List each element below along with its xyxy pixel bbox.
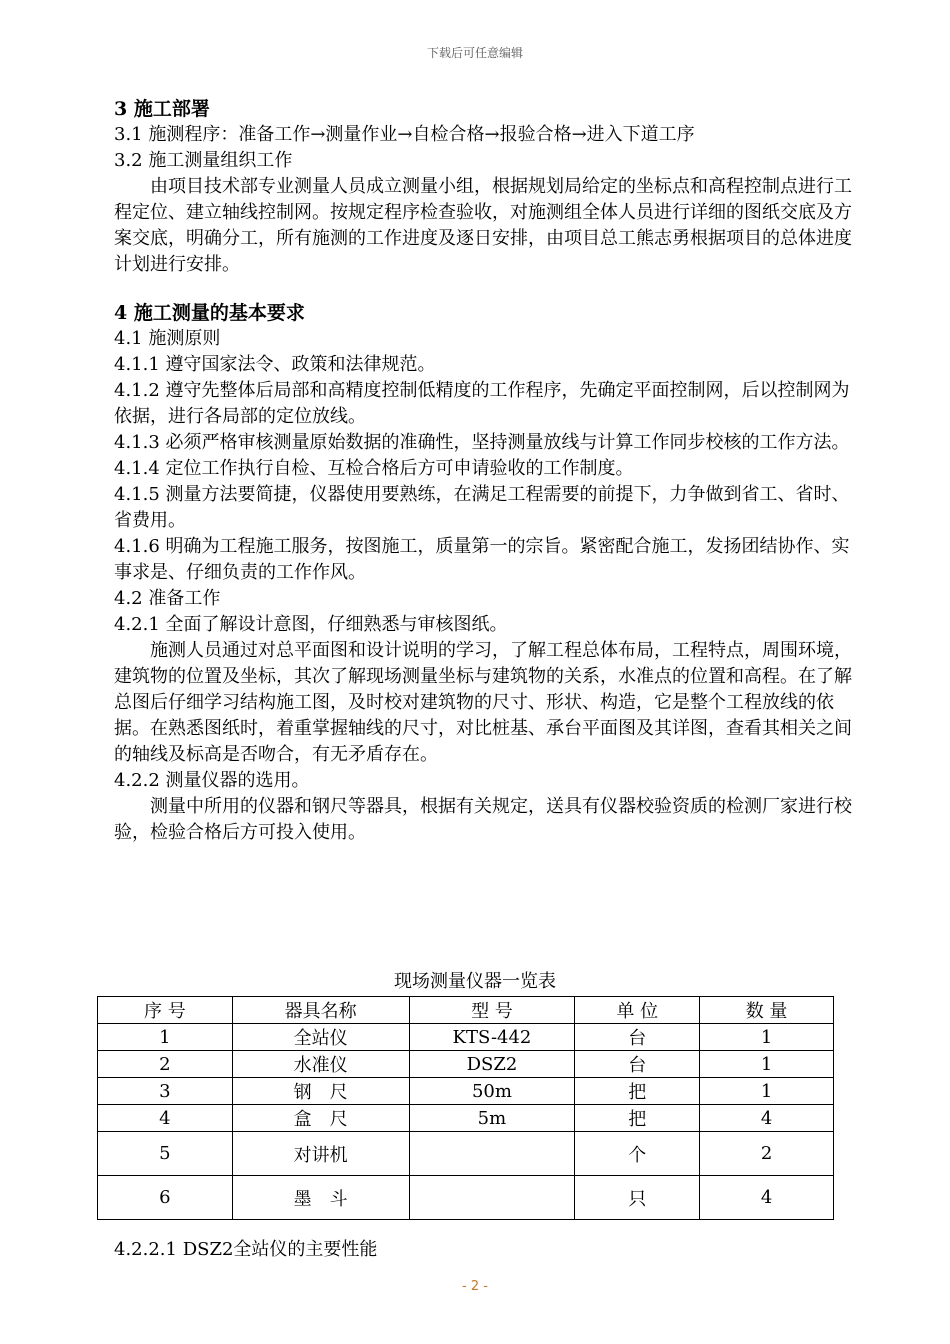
paragraph: 4.1.2 遵守先整体后局部和高精度控制低精度的工作程序，先确定平面控制网，后以控制网为依据，进行各局部的定位放线。	[114, 380, 850, 427]
document-body	[114, 96, 854, 846]
table-row	[98, 1051, 834, 1078]
table-cell: 5	[98, 1132, 233, 1176]
column-header: 单 位	[575, 997, 700, 1024]
table-row	[98, 1132, 834, 1176]
paragraph: 4.2 准备工作	[114, 588, 221, 609]
table-cell: 把	[575, 1105, 700, 1132]
table-cell: 全站仪	[232, 1024, 409, 1051]
table-cell: 个	[575, 1132, 700, 1176]
paragraph: 4.2.2 测量仪器的选用。	[114, 770, 310, 791]
paragraph: 4.1 施测原则	[114, 328, 221, 349]
section-3-title: 3 施工部署	[114, 98, 210, 120]
table-cell: 把	[575, 1078, 700, 1105]
table-cell: 4	[700, 1176, 834, 1220]
column-header: 器具名称	[232, 997, 409, 1024]
table-row	[98, 1024, 834, 1051]
column-header: 序 号	[98, 997, 233, 1024]
table-cell: 4	[700, 1105, 834, 1132]
table-cell: 2	[98, 1051, 233, 1078]
table-cell	[409, 1176, 575, 1220]
table-header-row	[98, 997, 834, 1024]
table-caption: 现场测量仪器一览表	[394, 971, 556, 992]
table-cell: 1	[700, 1051, 834, 1078]
paragraph: 4.1.5 测量方法要简捷，仪器使用要熟练，在满足工程需要的前提下，力争做到省工、省时、省费用。	[114, 484, 850, 531]
table-cell: 钢 尺	[232, 1078, 409, 1105]
paragraph: 3.2 施工测量组织工作	[114, 150, 293, 171]
table-cell: KTS-442	[409, 1024, 575, 1051]
column-header: 数 量	[700, 997, 834, 1024]
subsection-heading: 4.2.2.1 DSZ2全站仪的主要性能	[114, 1239, 378, 1260]
table-cell: 5m	[409, 1105, 575, 1132]
page-header: 下载后可任意编辑	[426, 46, 523, 60]
paragraph: 4.1.3 必须严格审核测量原始数据的准确性，坚持测量放线与计算工作同步校核的工作方法。	[114, 432, 850, 453]
paragraph: 4.1.6 明确为工程施工服务，按图施工，质量第一的宗旨。紧密配合施工，发扬团结协作、实事求是、仔细负责的工作作风。	[114, 536, 850, 583]
table-cell: 2	[700, 1132, 834, 1176]
page-number: - 2 -	[462, 1279, 488, 1294]
table-cell: DSZ2	[409, 1051, 575, 1078]
table-cell: 对讲机	[232, 1132, 409, 1176]
table-row	[98, 1105, 834, 1132]
table-cell: 水准仪	[232, 1051, 409, 1078]
table-cell: 墨 斗	[232, 1176, 409, 1220]
table-cell: 1	[98, 1024, 233, 1051]
table-cell: 50m	[409, 1078, 575, 1105]
table-cell: 3	[98, 1078, 233, 1105]
paragraph: 4.1.4 定位工作执行自检、互检合格后方可申请验收的工作制度。	[114, 458, 634, 479]
paragraph: 测量中所用的仪器和钢尺等器具，根据有关规定，送具有仪器校验资质的检测厂家进行校验，检验合格后方可投入使用。	[114, 796, 852, 843]
paragraph: 4.2.1 全面了解设计意图，仔细熟悉与审核图纸。	[114, 614, 508, 635]
table-row	[98, 1176, 834, 1220]
instrument-table	[97, 996, 834, 1220]
paragraph: 3.1 施测程序：准备工作→测量作业→自检合格→报验合格→进入下道工序	[114, 124, 695, 145]
table-cell: 盒 尺	[232, 1105, 409, 1132]
paragraph: 4.1.1 遵守国家法令、政策和法律规范。	[114, 354, 436, 375]
spacer	[114, 278, 854, 300]
column-header: 型 号	[409, 997, 575, 1024]
table-cell: 6	[98, 1176, 233, 1220]
paragraph: 施测人员通过对总平面图和设计说明的学习，了解工程总体布局，工程特点，周围环境，建筑物的位置及坐标，其次了解现场测量坐标与建筑物的关系，水准点的位置和高程。在了解总图后仔细学习结构施工图，及时校对建筑物的尺寸、形状、构造，它是整个工程放线的依据。在熟悉图纸时，着重掌握轴线的尺寸，对比桩基、承台平面图及其详图，查看其相关之间的轴线及标高是否吻合，有无矛盾存在。	[114, 640, 852, 765]
table-cell: 1	[700, 1078, 834, 1105]
table-cell: 台	[575, 1051, 700, 1078]
table-cell: 4	[98, 1105, 233, 1132]
section-4-title: 4 施工测量的基本要求	[114, 302, 305, 324]
table-row	[98, 1078, 834, 1105]
table-cell: 1	[700, 1024, 834, 1051]
table-cell: 只	[575, 1176, 700, 1220]
table-cell	[409, 1132, 575, 1176]
paragraph: 由项目技术部专业测量人员成立测量小组，根据规划局给定的坐标点和高程控制点进行工程定位、建立轴线控制网。按规定程序检查验收，对施测组全体人员进行详细的图纸交底及方案交底，明确分工，所有施测的工作进度及逐日安排，由项目总工熊志勇根据项目的总体进度计划进行安排。	[114, 176, 852, 275]
table-cell: 台	[575, 1024, 700, 1051]
